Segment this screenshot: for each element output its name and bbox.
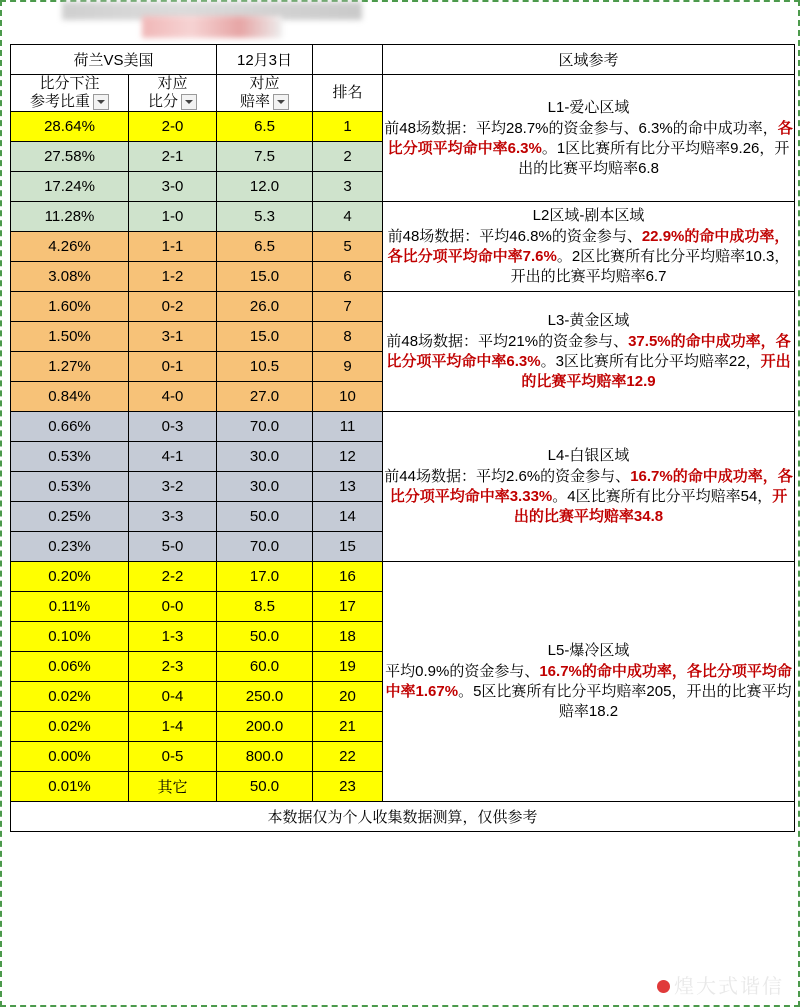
cell-odds: 30.0 <box>217 472 313 502</box>
note-seg: 前44场数据：平均2.6%的资金参与、 <box>384 468 631 485</box>
cell-score: 0-0 <box>129 592 217 622</box>
note-title-l2: L2区域-剧本区域 <box>532 207 645 224</box>
col-header-weight-l2: 参考比重 <box>29 93 90 110</box>
cell-odds: 50.0 <box>217 622 313 652</box>
col-header-weight[interactable] <box>11 75 129 112</box>
cell-score: 4-1 <box>129 442 217 472</box>
watermark <box>657 970 784 999</box>
cell-weight: 0.02% <box>11 682 129 712</box>
cell-rank: 16 <box>313 562 383 592</box>
note-body-l4 <box>384 468 792 525</box>
cell-score: 1-0 <box>129 202 217 232</box>
note-seg: 平均0.9%的资金参与、 <box>385 663 540 680</box>
cell-score: 2-0 <box>129 112 217 142</box>
cell-weight: 0.10% <box>11 622 129 652</box>
filter-dropdown-icon[interactable] <box>181 94 197 110</box>
cell-weight: 0.53% <box>11 442 129 472</box>
cell-weight: 1.50% <box>11 322 129 352</box>
cell-weight: 0.25% <box>11 502 129 532</box>
note-title-l1: L1-爱心区域 <box>547 98 630 116</box>
cell-score: 2-2 <box>129 562 217 592</box>
cell-weight: 0.01% <box>11 772 129 802</box>
cell-score: 0-5 <box>129 742 217 772</box>
note-seg-emphasis: 开出的比赛平均赔率34.8 <box>513 488 788 525</box>
cell-odds: 6.5 <box>217 112 313 142</box>
cell-score: 3-3 <box>129 502 217 532</box>
col-header-weight-l1: 比分下注 <box>39 75 100 92</box>
col-header-odds[interactable] <box>217 75 313 112</box>
cell-weight: 0.00% <box>11 742 129 772</box>
cell-odds: 30.0 <box>217 442 313 472</box>
note-title-l5: L5-爆冷区域 <box>547 642 630 659</box>
cell-rank: 8 <box>313 322 383 352</box>
note-seg-emphasis: 开出的比赛平均赔率12.9 <box>521 353 791 390</box>
cell-odds: 15.0 <box>217 262 313 292</box>
cell-weight: 17.24% <box>11 172 129 202</box>
cell-score: 1-1 <box>129 232 217 262</box>
cell-odds: 10.5 <box>217 352 313 382</box>
cell-weight: 1.27% <box>11 352 129 382</box>
filter-dropdown-icon[interactable] <box>273 94 289 110</box>
cell-score: 0-1 <box>129 352 217 382</box>
note-body-l1 <box>384 120 792 177</box>
region-reference-title: 区域参考 <box>383 45 795 75</box>
cell-weight: 0.20% <box>11 562 129 592</box>
cell-rank: 22 <box>313 742 383 772</box>
cell-odds: 26.0 <box>217 292 313 322</box>
col-header-odds-l2: 赔率 <box>240 93 271 110</box>
match-title-cell: 荷兰VS美国 <box>11 45 217 75</box>
note-cell-l3 <box>383 292 795 412</box>
note-seg: 。1区比赛所有比分平均赔率9.26，开出的比赛平均赔率6.8 <box>518 139 790 177</box>
cell-score: 0-2 <box>129 292 217 322</box>
note-seg-emphasis: 各比分项平均命中率6.3% <box>387 119 793 157</box>
cell-weight: 11.28% <box>11 202 129 232</box>
cell-score: 3-1 <box>129 322 217 352</box>
note-seg: 。2区比赛所有比分平均赔率10.3，开出的比赛平均赔率6.7 <box>510 248 790 285</box>
cell-rank: 19 <box>313 652 383 682</box>
cell-rank: 4 <box>313 202 383 232</box>
note-cell-l2 <box>383 202 795 292</box>
note-seg: 前48场数据：平均46.8%的资金参与、 <box>387 228 642 245</box>
cell-odds: 12.0 <box>217 172 313 202</box>
note-seg: 。3区比赛所有比分平均赔率22， <box>540 353 761 370</box>
cell-rank: 5 <box>313 232 383 262</box>
cell-rank: 14 <box>313 502 383 532</box>
cell-odds: 5.3 <box>217 202 313 232</box>
cell-weight: 0.66% <box>11 412 129 442</box>
cell-rank: 1 <box>313 112 383 142</box>
spacer-cell <box>313 45 383 75</box>
cell-rank: 18 <box>313 622 383 652</box>
cell-rank: 10 <box>313 382 383 412</box>
cell-odds: 70.0 <box>217 412 313 442</box>
cell-score: 其它 <box>129 772 217 802</box>
note-seg: 。4区比赛所有比分平均赔率54， <box>552 488 773 505</box>
cell-weight: 28.64% <box>11 112 129 142</box>
note-cell-l4 <box>383 412 795 562</box>
note-title-l4: L4-白银区域 <box>547 447 630 464</box>
cell-weight: 0.11% <box>11 592 129 622</box>
cell-odds: 27.0 <box>217 382 313 412</box>
cell-rank: 13 <box>313 472 383 502</box>
cell-score: 1-2 <box>129 262 217 292</box>
cell-rank: 23 <box>313 772 383 802</box>
cell-rank: 7 <box>313 292 383 322</box>
cell-score: 0-3 <box>129 412 217 442</box>
table-row <box>11 202 795 232</box>
cell-rank: 6 <box>313 262 383 292</box>
note-body-l2 <box>388 228 790 285</box>
col-header-score[interactable] <box>129 75 217 112</box>
col-header-odds-l1: 对应 <box>249 75 280 92</box>
note-cell-l1 <box>383 75 795 202</box>
note-seg: 前48场数据：平均28.7%的资金参与、6.3%的命中成功率， <box>384 119 778 137</box>
cell-rank: 3 <box>313 172 383 202</box>
cell-odds: 70.0 <box>217 532 313 562</box>
col-header-score-l2: 比分 <box>148 93 179 110</box>
cell-weight: 1.60% <box>11 292 129 322</box>
cell-odds: 250.0 <box>217 682 313 712</box>
cell-weight: 4.26% <box>11 232 129 262</box>
col-header-score-l1: 对应 <box>157 75 188 92</box>
cell-weight: 27.58% <box>11 142 129 172</box>
note-title-l3: L3-黄金区域 <box>547 312 630 329</box>
score-distribution-table <box>10 44 795 832</box>
filter-dropdown-icon[interactable] <box>93 94 109 110</box>
cell-score: 5-0 <box>129 532 217 562</box>
cell-odds: 17.0 <box>217 562 313 592</box>
note-seg-emphasis: 16.7%的命中成功率，各比分项平均命中率3.33% <box>389 468 793 505</box>
note-seg: 前48场数据：平均21%的资金参与、 <box>386 333 629 350</box>
cell-weight: 0.84% <box>11 382 129 412</box>
col-header-rank[interactable]: 排名 <box>313 75 383 112</box>
cell-weight: 0.06% <box>11 652 129 682</box>
table-row <box>11 562 795 592</box>
cell-rank: 9 <box>313 352 383 382</box>
cell-score: 1-3 <box>129 622 217 652</box>
cell-rank: 21 <box>313 712 383 742</box>
cell-odds: 8.5 <box>217 592 313 622</box>
cell-rank: 11 <box>313 412 383 442</box>
cell-odds: 50.0 <box>217 502 313 532</box>
cell-odds: 60.0 <box>217 652 313 682</box>
note-body-l3 <box>386 333 790 390</box>
cell-rank: 15 <box>313 532 383 562</box>
cell-odds: 200.0 <box>217 712 313 742</box>
cell-weight: 0.02% <box>11 712 129 742</box>
table-header-row <box>11 75 795 112</box>
cell-score: 2-1 <box>129 142 217 172</box>
cell-score: 3-2 <box>129 472 217 502</box>
cell-rank: 17 <box>313 592 383 622</box>
footer-row <box>11 802 795 832</box>
table-row <box>11 292 795 322</box>
blurred-banner-title <box>142 16 282 38</box>
cell-weight: 3.08% <box>11 262 129 292</box>
cell-odds: 6.5 <box>217 232 313 262</box>
table-row <box>11 412 795 442</box>
cell-score: 3-0 <box>129 172 217 202</box>
cell-weight: 0.53% <box>11 472 129 502</box>
cell-rank: 20 <box>313 682 383 712</box>
cell-score: 2-3 <box>129 652 217 682</box>
cell-odds: 800.0 <box>217 742 313 772</box>
footer-disclaimer: 本数据仅为个人收集数据测算，仅供参考 <box>11 802 795 832</box>
watermark-dot-icon <box>657 980 670 993</box>
cell-odds: 15.0 <box>217 322 313 352</box>
cell-weight: 0.23% <box>11 532 129 562</box>
cell-score: 4-0 <box>129 382 217 412</box>
cell-score: 1-4 <box>129 712 217 742</box>
note-seg-emphasis: 22.9%的命中成功率，各比分项平均命中率7.6% <box>387 228 790 265</box>
table-title-row <box>11 45 795 75</box>
watermark-text: 煌大式谐信 <box>674 976 784 998</box>
cell-odds: 50.0 <box>217 772 313 802</box>
note-seg-emphasis: 16.7%的命中成功率，各比分项平均命中率1.67% <box>385 663 792 700</box>
note-seg: 。5区比赛所有比分平均赔率205，开出的比赛平均赔率18.2 <box>458 683 792 720</box>
cell-odds: 7.5 <box>217 142 313 172</box>
note-body-l5 <box>385 663 792 720</box>
cell-rank: 2 <box>313 142 383 172</box>
match-date-cell: 12月3日 <box>217 45 313 75</box>
cell-score: 0-4 <box>129 682 217 712</box>
note-seg-emphasis: 37.5%的命中成功率，各比分项平均命中率6.3% <box>386 333 791 370</box>
note-cell-l5 <box>383 562 795 802</box>
cell-rank: 12 <box>313 442 383 472</box>
